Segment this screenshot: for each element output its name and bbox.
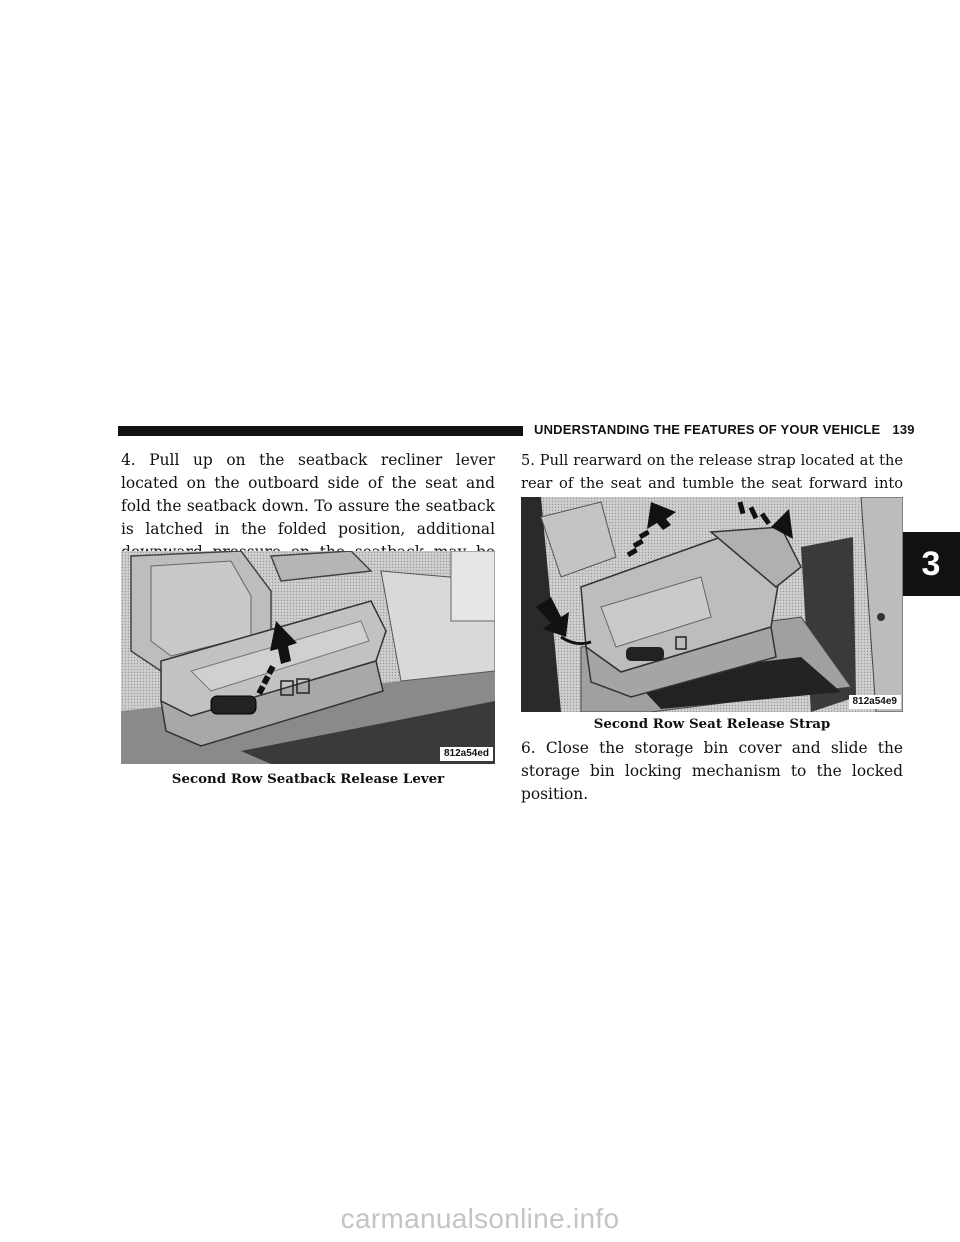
figure-code: 812a54ed <box>440 747 493 761</box>
step-6-text: 6. Close the storage bin cover and slide the storage bin locking mechanism to the locked position. <box>521 739 903 803</box>
header-rule <box>118 426 523 436</box>
chapter-tab: 3 <box>902 532 960 596</box>
page-number: 139 <box>892 422 915 437</box>
figure-caption: Second Row Seat Release Strap <box>593 716 831 732</box>
figure-caption: Second Row Seatback Release Lever <box>171 771 445 787</box>
seatback-lever-illustration <box>121 551 495 764</box>
release-strap-drawing <box>521 497 903 712</box>
step-4-text: 4. Pull up on the seatback recliner lever located on the outboard side of the seat and fold the seatback down. To assure the seatback is latched in the folded position, additional <box>121 451 495 538</box>
seatback-lever-drawing <box>121 551 495 764</box>
running-header <box>534 422 915 437</box>
seat-release-strap-illustration <box>521 497 903 712</box>
section-title: UNDERSTANDING THE FEATURES OF YOUR VEHICLE <box>534 422 881 437</box>
watermark-text: carmanualsonline.info <box>340 1203 620 1234</box>
step-5-text: 5. Pull rearward on the release strap located at the rear of the seat and tumble the seat forward into <box>521 452 903 492</box>
figure-code: 812a54e9 <box>849 695 902 709</box>
